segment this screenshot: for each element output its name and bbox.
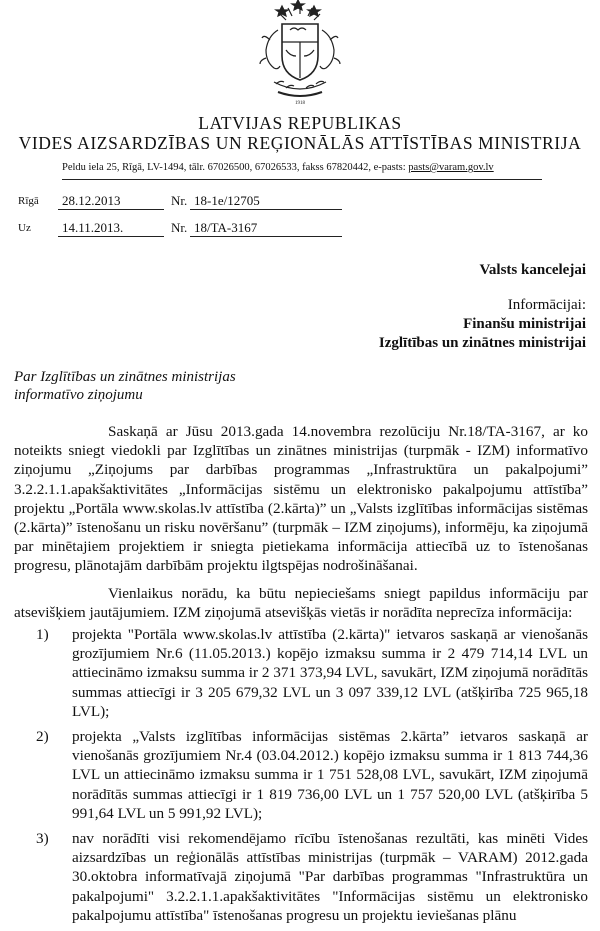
place-label: Rīgā	[18, 195, 39, 207]
list-item-number: 3)	[36, 830, 49, 848]
list-item	[14, 829, 588, 925]
document-date-row	[18, 193, 338, 213]
reference-date: 14.11.2013.	[58, 220, 164, 237]
list-item-text: nav norādīti visi rekomendējamo rīcību īstenošanas rezultāti, kas minēti Vides aizsardzības un reģionālās attīstības ministrijas (turpmāk – VARAM) 2012.gada 30.oktobra informatīvajā ziņojumā "Par darbības programmas "Infrastruktūra un pakalpojumi" 3.2.2.1.1.apakšaktivitātes "Informācijas sistēmu un elektronisko pakalpojumu attīstība" īstenošanas progresu un projektu ieviešanas plānu	[72, 830, 588, 924]
issues-list	[14, 625, 588, 931]
subject-line-1: Par Izglītības un zinātnes ministrijas	[14, 369, 236, 385]
reference-label: Uz	[18, 222, 31, 234]
list-item-text: projekta "Portāla www.skolas.lv attīstība (2.kārta)" ietvaros saskaņā ar vienošanās grozījumiem Nr.6 (11.05.2013.) kopējo izmaksu summa ir 2 479 714,14 LVL un attiecināmo izmaksu summa ir 2 371 373,94 LVL, savukārt, IZM ziņojumā norādītās summas attiecīgi ir 3 205 679,32 LVL un 3 097 339,12 LVL (atšķirība 725 965,18 LVL);	[72, 626, 588, 720]
ministry-header-line1: LATVIJAS REPUBLIKAS	[198, 113, 402, 133]
main-recipient: Valsts kancelejai	[479, 262, 586, 278]
list-item-number: 1)	[36, 626, 49, 643]
info-label: Informācijai:	[507, 297, 586, 313]
list-item	[14, 727, 588, 823]
body-paragraph-2: Vienlaikus norādu, ka būtu nepieciešams sniegt papildus informāciju par atsevišķiem jautājumiem. IZM ziņojumā atsevišķās vietās ir norādīta neprecīza informācija:	[14, 585, 588, 622]
document-number: 18-1e/12705	[190, 193, 342, 210]
ministry-header-line2: VIDES AIZSARDZĪBAS UN REĢIONĀLĀS ATTĪSTĪBAS MINISTRIJA	[18, 133, 582, 153]
ministry-address	[62, 162, 582, 173]
subject	[14, 368, 236, 404]
nr-label: Nr.	[171, 193, 188, 208]
reference-row	[18, 220, 338, 240]
info-recipient-1: Finanšu ministrijai	[463, 316, 586, 332]
reference-nr-label: Nr.	[171, 220, 188, 235]
address-text: Peldu iela 25, Rīgā, LV-1494, tālr. 67026500, 67026533, fakss 67820442, e-pasts:	[62, 162, 409, 173]
subject-line-2: informatīvo ziņojumu	[14, 387, 143, 403]
coat-of-arms-emblem	[252, 0, 348, 108]
info-recipient-2: Izglītības un zinātnes ministrijai	[378, 335, 586, 351]
list-item	[14, 625, 588, 721]
email-link[interactable]: pasts@varam.gov.lv	[408, 162, 494, 173]
list-item-number: 2)	[36, 728, 49, 746]
body-paragraph-1: Saskaņā ar Jūsu 2013.gada 14.novembra rezolūciju Nr.18/TA-3167, ar ko noteikts sniegt viedokli par Izglītības un zinātnes ministrijas (turpmāk - IZM) informatīvo ziņojumu „Ziņojums par darbības programmas „Infrastruktūra un pakalpojumi” 3.2.2.1.1.apakšaktivitātes „Informācijas sistēmu un elektronisko pakalpojumu attīstība” projektu „Portāla www.skolas.lv attīstība (2.kārta)” un „Valsts izglītības informācijas sistēmas (2.kārta)” īstenošanu un risku novēršanu” (turpmāk – IZM ziņojums), informēju, ka ziņojumā par minētajiem projektiem ir sniegta pietiekama informācija attiecībā uz to īstenošanas progresu, plānotajām darbībām projektu ilgtspējas nodrošināšanai.	[14, 423, 588, 575]
header-divider	[62, 179, 542, 180]
reference-number: 18/TA-3167	[190, 220, 342, 237]
list-item-text: projekta „Valsts izglītības informācijas sistēmas 2.kārta” ietvaros saskaņā ar vienošanās grozījumiem Nr.4 (03.04.2012.) kopējo izmaksu summa ir 1 813 744,36 LVL un attiecināmo izmaksu summa ir 1 751 528,08 LVL, savukārt, IZM ziņojumā norādītās summas attiecīgi ir 1 819 736,00 LVL un 1 757 520,00 LVL (atšķirība 5 991,64 LVL un 5 991,92 LVL);	[72, 728, 588, 822]
document-date: 28.12.2013	[58, 193, 164, 210]
svg-text:1918: 1918	[295, 101, 305, 106]
